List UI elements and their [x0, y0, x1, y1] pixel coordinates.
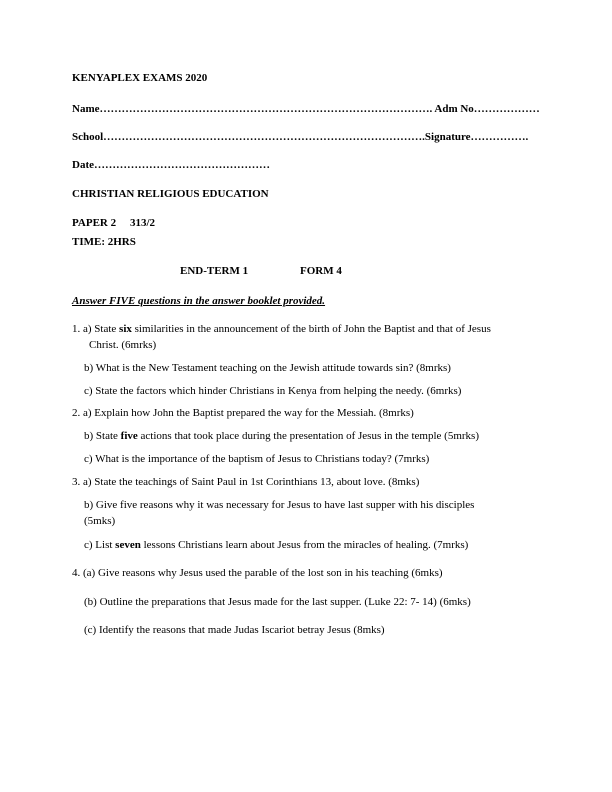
- question-2c: c) What is the importance of the baptism of Jesus to Christians today? (7mrks): [84, 453, 430, 465]
- question-2b-emphasis: five: [120, 430, 138, 442]
- question-3c-emphasis: seven: [115, 539, 141, 551]
- name-adm-field: Name………………………………………………………………………………. Adm No………………: [72, 103, 540, 115]
- question-3c: [84, 539, 468, 552]
- paper-code: 313/2: [130, 217, 156, 229]
- term-label: END-TERM 1: [180, 265, 249, 277]
- question-2a: 2. a) Explain how John the Baptist prepared the way for the Messiah. (8mrks): [72, 407, 414, 419]
- question-1a-continuation: Christ. (6mrks): [89, 338, 157, 351]
- question-4c: (c) Identify the reasons that made Judas Iscariot betray Jesus (8mks): [84, 624, 385, 636]
- paper-label: PAPER 2: [72, 217, 117, 229]
- question-3a: 3. a) State the teachings of Saint Paul in 1st Corinthians 13, about love. (8mks): [72, 476, 420, 488]
- question-1a-prefix: 1. a) State: [72, 323, 120, 335]
- question-1b: b) What is the New Testament teaching on the Jewish attitude towards sin? (8mrks): [84, 362, 451, 374]
- question-1a: [72, 322, 542, 354]
- question-3c-prefix: c) List: [84, 539, 116, 551]
- question-1c: c) State the factors which hinder Christians in Kenya from helping the needy. (6mrks): [84, 385, 462, 397]
- question-2b-prefix: b) State: [84, 430, 121, 442]
- question-2b-text: actions that took place during the presentation of Jesus in the temple (5mrks): [137, 430, 480, 442]
- date-field: Date…………………………………………: [72, 159, 270, 171]
- question-4b: (b) Outline the preparations that Jesus made for the last supper. (Luke 22: 7- 14) (6mks): [84, 596, 471, 608]
- question-3c-text: lessons Christians learn about Jesus from the miracles of healing. (7mrks): [140, 539, 469, 551]
- exam-title: KENYAPLEX EXAMS 2020: [72, 72, 208, 84]
- question-4a: 4. (a) Give reasons why Jesus used the parable of the lost son in his teaching (6mks): [72, 567, 443, 579]
- question-2b: [84, 430, 479, 443]
- question-3b-line1: b) Give five reasons why it was necessary for Jesus to have last supper with his disciples: [84, 499, 475, 511]
- subject-title: CHRISTIAN RELIGIOUS EDUCATION: [72, 188, 269, 200]
- question-3b-line2: (5mks): [84, 515, 116, 527]
- question-1a-text: similarities in the announcement of the birth of John the Baptist and that of Jesus: [131, 323, 491, 335]
- school-signature-field: School…………………………………………………………………………….Signature…………….: [72, 131, 529, 143]
- time-label: TIME: 2HRS: [72, 236, 136, 248]
- question-1a-emphasis: six: [119, 323, 132, 335]
- instructions: Answer FIVE questions in the answer booklet provided.: [72, 295, 326, 307]
- form-label: FORM 4: [300, 265, 342, 277]
